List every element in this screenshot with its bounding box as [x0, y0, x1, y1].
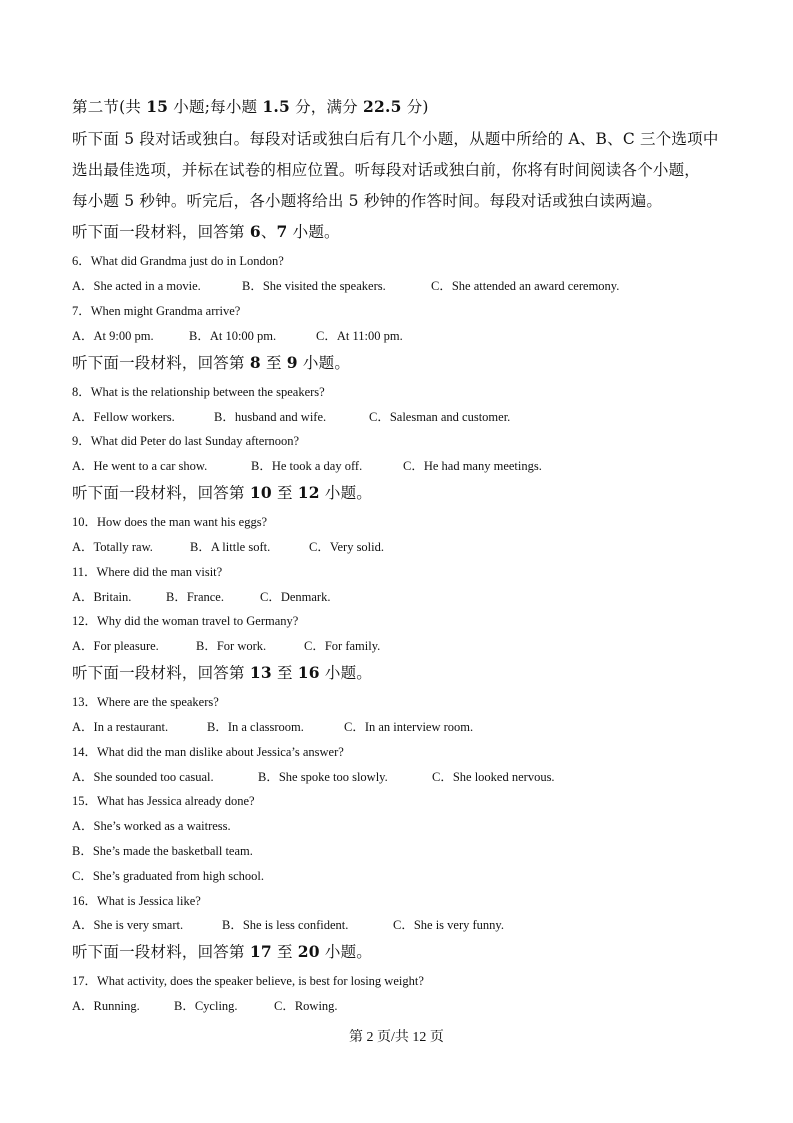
question-text: 9．What did Peter do last Sunday afternoon?: [72, 434, 300, 448]
option-a: A．He went to a car show.: [72, 459, 208, 473]
option-c: C．For family.: [304, 639, 381, 653]
options-row: [72, 996, 338, 1014]
option-a: A．For pleasure.: [72, 639, 159, 653]
group-header: 听下面一段材料，回答第 8 至 9 小题。: [72, 353, 351, 372]
options-row: [72, 587, 330, 605]
section-title: 第二节(共 15 小题;每小题 1.5 分，满分 22.5 分): [72, 97, 429, 116]
question-text: 14．What did the man dislike about Jessica’s answer?: [72, 745, 344, 759]
options-row: [72, 537, 384, 555]
option-b: B．Cycling.: [174, 999, 238, 1013]
option-b: B．She is less confident.: [222, 918, 349, 932]
option-b: B．He took a day off.: [251, 459, 363, 473]
question-text: 11．Where did the man visit?: [72, 565, 223, 579]
group-header: 听下面一段材料，回答第 13 至 16 小题。: [72, 663, 372, 682]
question-text: 13．Where are the speakers?: [72, 695, 219, 709]
options-row: [72, 276, 619, 294]
group-header: 听下面一段材料，回答第 17 至 20 小题。: [72, 942, 372, 961]
options-row: [72, 767, 555, 785]
question-text: 7．When might Grandma arrive?: [72, 304, 241, 318]
option-c: C．Denmark.: [260, 590, 331, 604]
option-b: B．She spoke too slowly.: [258, 770, 388, 784]
options-row: [72, 407, 510, 425]
option-a: A．Fellow workers.: [72, 410, 175, 424]
page-footer: 第 2 页/共 12 页: [349, 1030, 444, 1045]
option-c: C．She is very funny.: [393, 918, 504, 932]
option-c: C．In an interview room.: [344, 720, 474, 734]
group-header: 听下面一段材料，回答第 6、7 小题。: [72, 222, 340, 241]
option-c: C．At 11:00 pm.: [316, 329, 403, 343]
option-b: B．She visited the speakers.: [242, 279, 386, 293]
group-header: 听下面一段材料，回答第 10 至 12 小题。: [72, 483, 372, 502]
question-text: 8．What is the relationship between the speakers?: [72, 385, 325, 399]
option-b: B．For work.: [196, 639, 267, 653]
option-b: B．At 10:00 pm.: [189, 329, 277, 343]
question-text: 15．What has Jessica already done?: [72, 794, 255, 808]
option-a: A．At 9:00 pm.: [72, 329, 154, 343]
options-row: [72, 326, 403, 344]
option-b: B．She’s made the basketball team.: [72, 844, 253, 858]
option-c: C．Salesman and customer.: [369, 410, 511, 424]
option-a: A．Britain.: [72, 590, 132, 604]
option-c: C．Rowing.: [274, 999, 338, 1013]
option-a: A．Totally raw.: [72, 540, 153, 554]
options-row: [72, 915, 504, 933]
option-c: C．She attended an award ceremony.: [431, 279, 620, 293]
option-b: B．In a classroom.: [207, 720, 304, 734]
instruction-line: 每小题 5 秒钟。听完后，各小题将给出 5 秒钟的作答时间。每段对话或独白读两遍。: [72, 192, 663, 210]
option-c: C．She looked nervous.: [432, 770, 555, 784]
option-c: C．She’s graduated from high school.: [72, 869, 264, 883]
option-b: B．France.: [166, 590, 224, 604]
option-c: C．He had many meetings.: [403, 459, 542, 473]
option-a: A．She sounded too casual.: [72, 770, 214, 784]
options-row: [72, 717, 473, 735]
option-a: A．She is very smart.: [72, 918, 184, 932]
option-a: A．She acted in a movie.: [72, 279, 201, 293]
question-text: 6．What did Grandma just do in London?: [72, 254, 284, 268]
option-a: A．She’s worked as a waitress.: [72, 819, 231, 833]
question-text: 10．How does the man want his eggs?: [72, 515, 268, 529]
instruction-line: 选出最佳选项，并标在试卷的相应位置。听每段对话或独白前，你将有时间阅读各个小题，: [72, 161, 701, 179]
option-b: B．husband and wife.: [214, 410, 327, 424]
options-row: [72, 636, 380, 654]
option-a: A．Running.: [72, 999, 140, 1013]
question-text: 12．Why did the woman travel to Germany?: [72, 614, 299, 628]
instruction-line: 听下面 5 段对话或独白。每段对话或独白后有几个小题，从题中所给的 A、B、C 三个选项中: [72, 130, 719, 148]
option-c: C．Very solid.: [309, 540, 385, 554]
option-b: B．A little soft.: [190, 540, 271, 554]
question-text: 17．What activity, does the speaker believe, is best for losing weight?: [72, 974, 424, 988]
option-a: A．In a restaurant.: [72, 720, 169, 734]
question-text: 16．What is Jessica like?: [72, 894, 201, 908]
options-row: [72, 456, 542, 474]
